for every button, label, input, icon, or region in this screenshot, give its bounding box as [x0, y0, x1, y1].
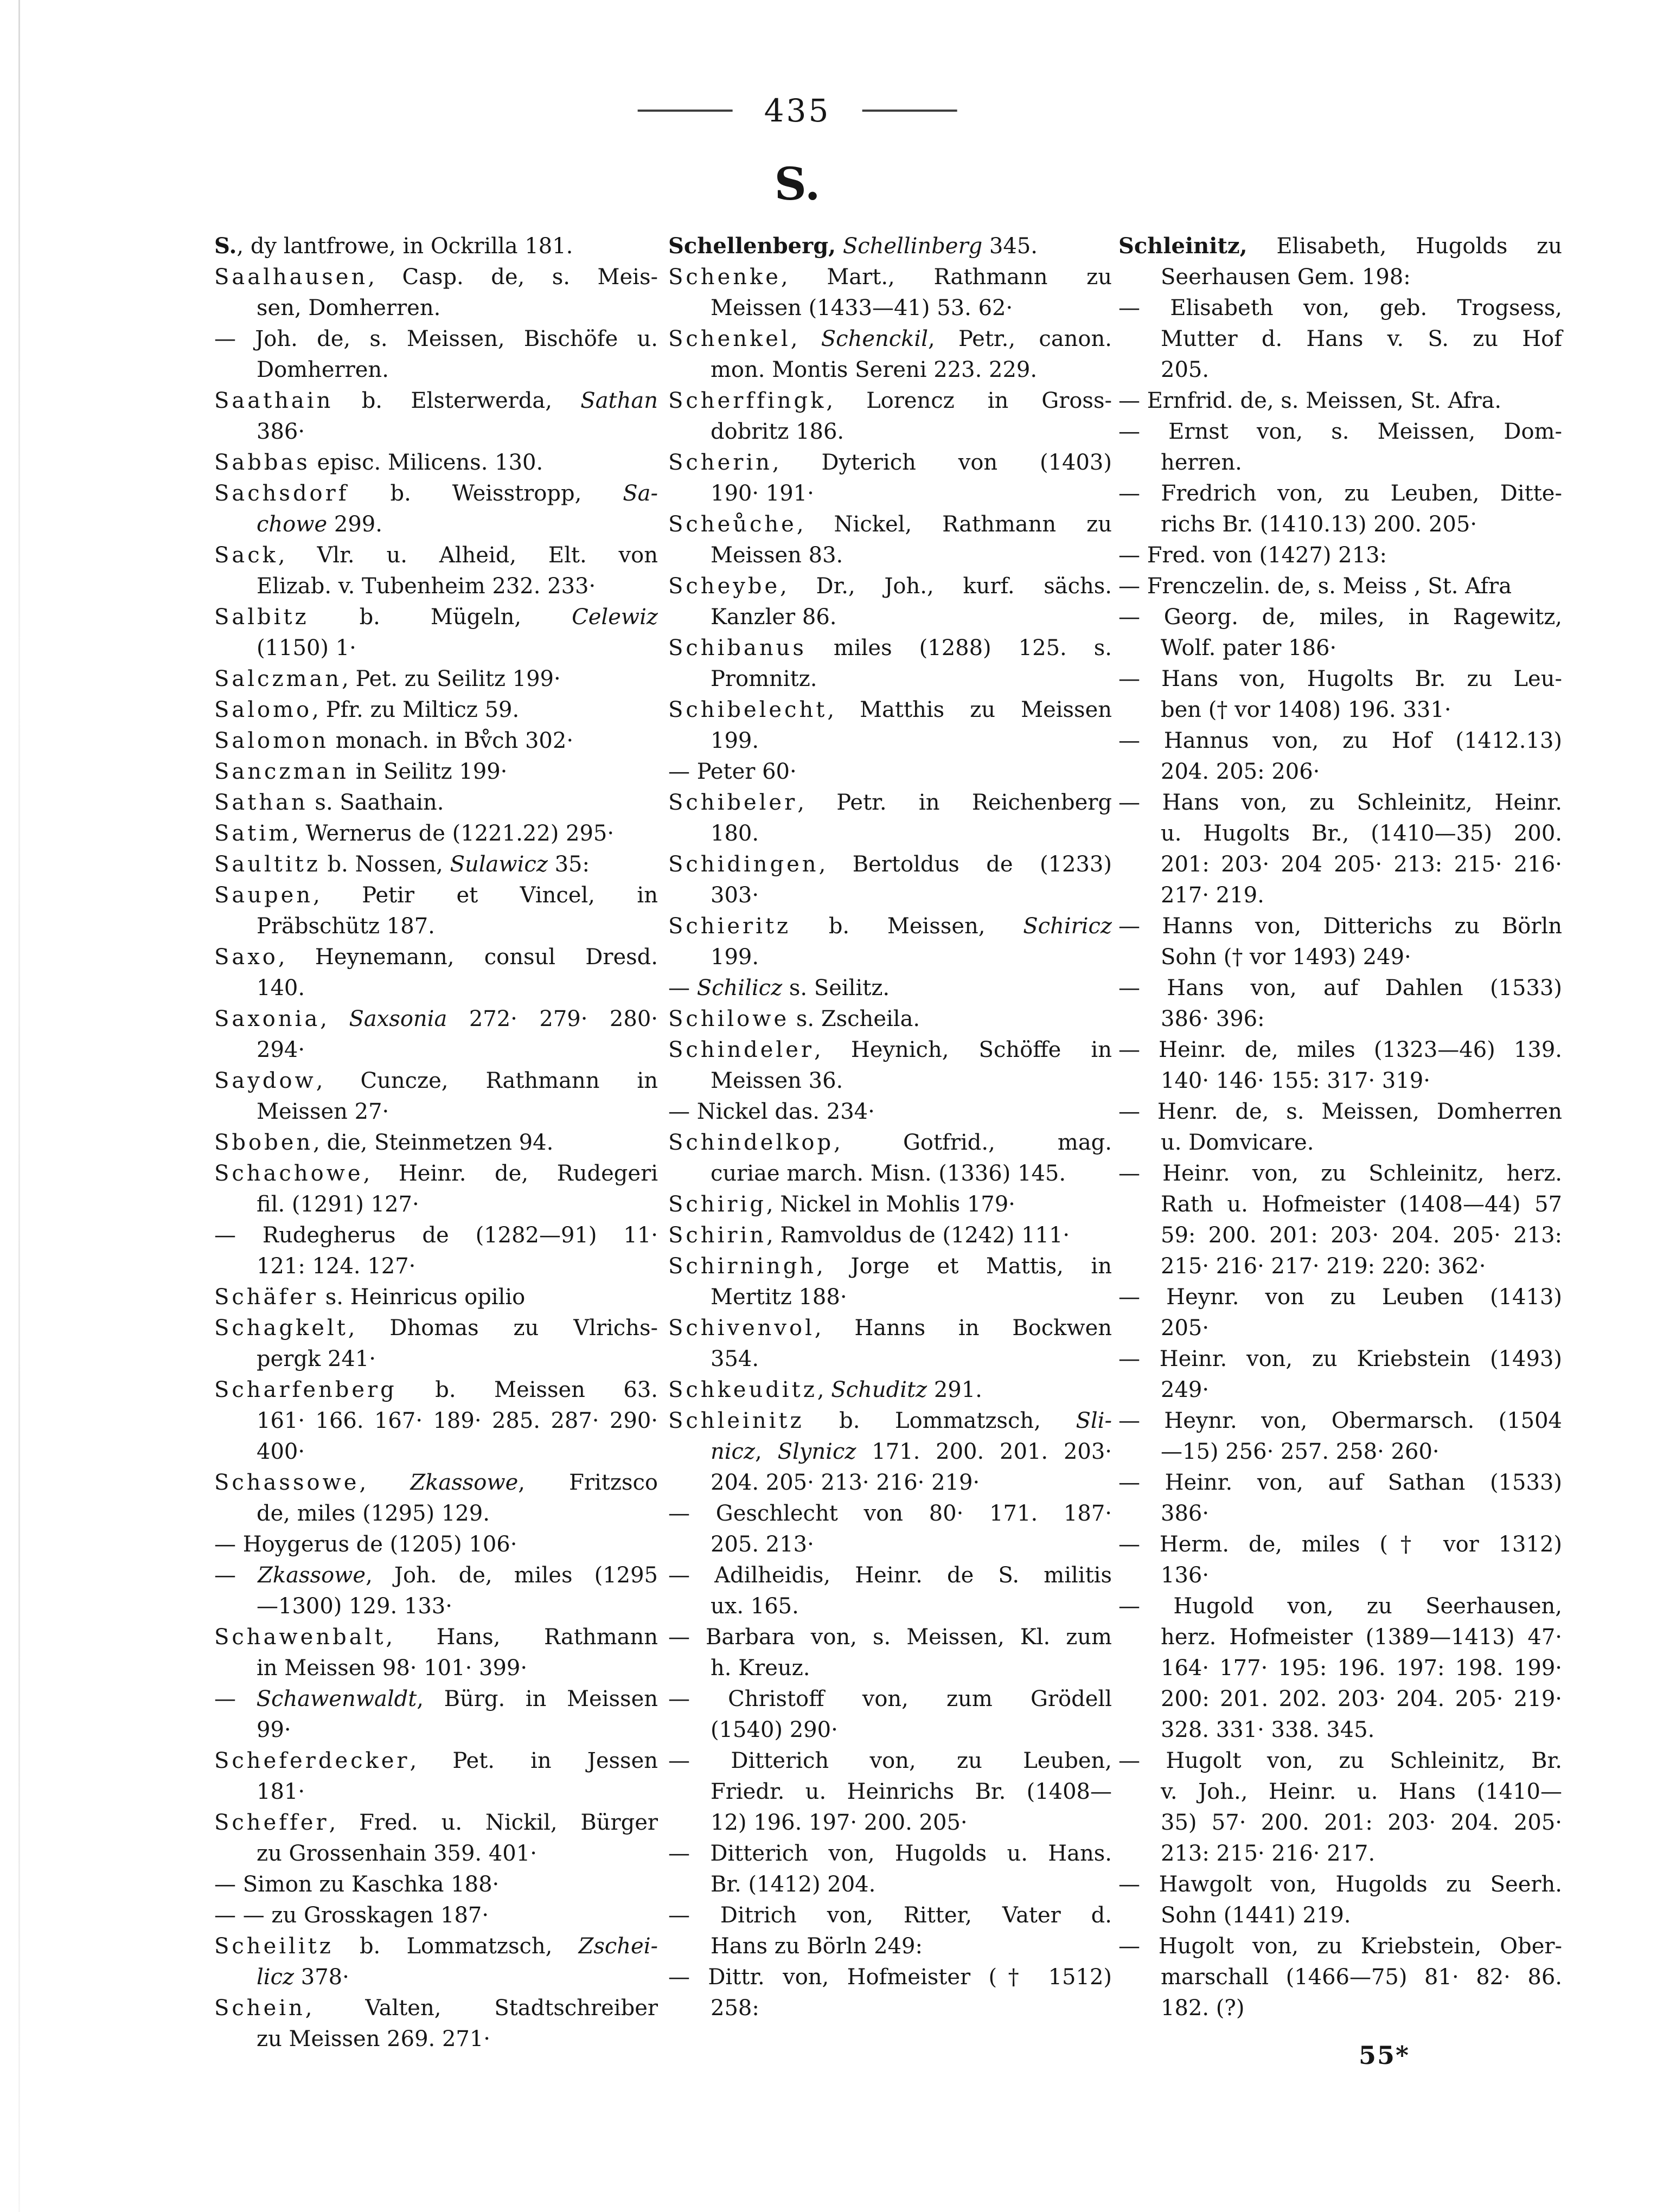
entry-line: Sohn († vor 1493) 249·	[1161, 945, 1411, 970]
entry-line: 204. 205· 213· 216· 219·	[711, 1470, 980, 1495]
index-entry	[1118, 1035, 1562, 1097]
entry-line: — Hannus von, zu Hof (1412.13)	[1118, 728, 1562, 753]
entry-line: — Dittr. von, Hofmeister († 1512)	[668, 1965, 1112, 1990]
index-entry	[214, 695, 658, 726]
entry-line: Schibeler, Petr. in Reichenberg	[668, 790, 1112, 815]
entry-line: — — zu Grosskagen 187·	[214, 1903, 489, 1928]
section-heading-letter: S.	[774, 158, 821, 210]
entry-line: — Heynr. von, Obermarsch. (1504	[1118, 1408, 1562, 1433]
entry-line: Saxonia, Saxsonia 272· 279· 280·	[214, 1006, 658, 1031]
entry-line: 140· 146· 155: 317· 319·	[1161, 1068, 1430, 1093]
index-entry	[668, 1251, 1112, 1313]
entry-line: 386· 396:	[1161, 1006, 1265, 1031]
entry-line: Scharfenberg b. Meissen 63.	[214, 1377, 658, 1402]
entry-line: Seerhausen Gem. 198:	[1161, 265, 1411, 290]
entry-line: 328. 331· 338. 345.	[1161, 1717, 1375, 1742]
entry-line: 136·	[1161, 1563, 1210, 1588]
entry-line: Salczman, Pet. zu Seilitz 199·	[214, 666, 561, 691]
entry-line: — Barbara von, s. Meissen, Kl. zum	[668, 1625, 1112, 1650]
index-entry	[214, 1931, 658, 1993]
index-entry	[668, 1313, 1112, 1375]
entry-line: Schein, Valten, Stadtschreiber	[214, 1996, 658, 2021]
entry-line: de, miles (1295) 129.	[257, 1501, 490, 1526]
entry-line: — Fredrich von, zu Leuben, Ditte-	[1118, 481, 1562, 506]
entry-line: 386·	[1161, 1501, 1210, 1526]
entry-line: Schieritz b. Meissen, Schiricz	[668, 914, 1112, 939]
index-entry	[668, 1962, 1112, 2024]
entry-line: 204. 205: 206·	[1161, 759, 1320, 784]
entry-line: — Elisabeth von, geb. Trogsess,	[1118, 296, 1562, 320]
index-entry	[1118, 386, 1562, 416]
entry-line: 35) 57· 200. 201: 203· 204. 205·	[1161, 1810, 1562, 1835]
entry-line: zu Meissen 269. 271·	[257, 2027, 491, 2051]
entry-line: Salomon monach. in Bv̊ch 302·	[214, 728, 574, 753]
index-entry	[668, 1900, 1112, 1962]
entry-line: 164· 177· 195: 196. 197: 198. 199·	[1161, 1656, 1562, 1681]
entry-line: — Hans von, zu Schleinitz, Heinr.	[1118, 790, 1562, 815]
entry-line: Elizab. v. Tubenheim 232. 233·	[257, 574, 596, 599]
index-entry	[668, 1097, 1112, 1127]
index-entry	[1118, 1097, 1562, 1158]
entry-line: ux. 165.	[711, 1594, 799, 1619]
entry-line: — Heinr. von, zu Kriebstein (1493)	[1118, 1347, 1562, 1371]
index-entry	[668, 695, 1112, 756]
index-entry	[214, 1869, 658, 1900]
entry-line: 354.	[711, 1347, 759, 1371]
index-entry	[1118, 416, 1562, 478]
index-entry	[214, 1158, 658, 1220]
entry-line: Saathain b. Elsterwerda, Sathan	[214, 388, 658, 413]
index-column-1	[214, 230, 658, 2055]
entry-line: Scheůche, Nickel, Rathmann zu	[668, 512, 1112, 537]
entry-line: Scheffer, Fred. u. Nickil, Bürger	[214, 1810, 658, 1835]
entry-line: zu Grossenhain 359. 401·	[257, 1841, 537, 1866]
index-entry	[1118, 1467, 1562, 1529]
index-entry	[1118, 787, 1562, 911]
index-entry	[214, 1004, 658, 1066]
entry-line: Hans zu Börln 249:	[711, 1934, 923, 1959]
entry-line: — Ernst von, s. Meissen, Dom-	[1118, 419, 1562, 444]
entry-line: 181·	[257, 1779, 305, 1804]
index-entry	[214, 1529, 658, 1560]
entry-line: Schibelecht, Matthis zu Meissen	[668, 697, 1112, 722]
entry-line: Meissen 27·	[257, 1099, 389, 1124]
entry-line: — Ernfrid. de, s. Meissen, St. Afra.	[1118, 388, 1502, 413]
entry-line: Schirig, Nickel in Mohlis 179·	[668, 1192, 1015, 1217]
entry-line: (1150) 1·	[257, 636, 356, 661]
entry-line: Schleinitz, Elisabeth, Hugolds zu	[1118, 233, 1562, 259]
entry-line: — Henr. de, s. Meissen, Domherren	[1118, 1099, 1562, 1124]
entry-line: Scherffingk, Lorencz in Gross-	[668, 388, 1112, 413]
entry-line: —1300) 129. 133·	[257, 1594, 452, 1619]
entry-line: 99·	[257, 1717, 291, 1742]
entry-line: 180.	[711, 821, 759, 846]
entry-line: Scherin, Dyterich von (1403)	[668, 450, 1112, 475]
entry-line: herren.	[1161, 450, 1242, 475]
entry-line: richs Br. (1410.13) 200. 205·	[1161, 512, 1477, 537]
index-entry	[668, 509, 1112, 571]
index-entry	[214, 478, 658, 540]
entry-line: 201: 203· 204 205· 213: 215· 216·	[1161, 852, 1562, 877]
entry-line: — Hawgolt von, Hugolds zu Seerh.	[1118, 1872, 1562, 1897]
signature-mark: 55*	[1359, 2041, 1410, 2070]
index-entry	[214, 880, 658, 942]
entry-line: — Heynr. von zu Leuben (1413)	[1118, 1285, 1562, 1310]
index-entry	[214, 664, 658, 695]
entry-line: mon. Montis Sereni 223. 229.	[711, 357, 1038, 382]
entry-line: Saxo, Heynemann, consul Dresd.	[214, 945, 658, 970]
entry-line: fil. (1291) 127·	[257, 1192, 419, 1217]
entry-line: h. Kreuz.	[711, 1656, 810, 1681]
entry-line: Salbitz b. Mügeln, Celewiz	[214, 605, 658, 630]
index-entry	[214, 262, 658, 324]
entry-line: —15) 256· 257. 258· 260·	[1161, 1439, 1440, 1464]
entry-line: Domherren.	[257, 357, 389, 382]
entry-line: 121: 124. 127·	[257, 1254, 416, 1279]
index-entry	[1118, 602, 1562, 664]
page-number: 435	[764, 92, 831, 129]
entry-line: — Georg. de, miles, in Ragewitz,	[1118, 605, 1562, 630]
entry-line: Schilowe s. Zscheila.	[668, 1006, 920, 1031]
index-entry	[668, 447, 1112, 509]
entry-line: Wolf. pater 186·	[1161, 636, 1337, 661]
entry-line: Saalhausen, Casp. de, s. Meis-	[214, 265, 658, 290]
entry-line: nicz, Slynicz 171. 200. 201. 203·	[711, 1439, 1112, 1464]
entry-line: u. Domvicare.	[1161, 1130, 1314, 1155]
index-entry	[668, 571, 1112, 633]
index-entry	[1118, 1869, 1562, 1931]
index-entry	[1118, 1931, 1562, 2024]
entry-line: Rath u. Hofmeister (1408—44) 57	[1161, 1192, 1562, 1217]
entry-line: Mertitz 188·	[711, 1285, 847, 1310]
index-entry	[1118, 973, 1562, 1035]
index-entry	[1118, 571, 1562, 602]
entry-line: licz 378·	[257, 1965, 349, 1990]
index-entry	[214, 942, 658, 1004]
entry-line: 59: 200. 201: 203· 204. 205· 213:	[1161, 1223, 1562, 1248]
index-entry	[214, 1746, 658, 1807]
page-header	[638, 92, 957, 129]
entry-line: — Joh. de, s. Meissen, Bischöfe u.	[214, 326, 658, 351]
entry-line: 140.	[257, 976, 305, 1001]
entry-line: — Ditterich von, zu Leuben,	[668, 1748, 1112, 1773]
index-entry	[214, 1993, 658, 2055]
index-entry	[1118, 726, 1562, 787]
index-entry	[214, 602, 658, 664]
entry-line: 199.	[711, 945, 759, 970]
entry-line: — Heinr. de, miles (1323—46) 139.	[1118, 1037, 1562, 1062]
entry-line: 12) 196. 197· 200. 205·	[711, 1810, 968, 1835]
entry-line: — Hans von, auf Dahlen (1533)	[1118, 976, 1562, 1001]
entry-line: u. Hugolts Br., (1410—35) 200.	[1161, 821, 1562, 846]
entry-line: 249·	[1161, 1377, 1210, 1402]
entry-line: — Hugold von, zu Seerhausen,	[1118, 1594, 1562, 1619]
entry-line: — Hoygerus de (1205) 106·	[214, 1532, 517, 1557]
entry-line: Scheferdecker, Pet. in Jessen	[214, 1748, 658, 1773]
entry-line: — Rudegherus de (1282—91) 11·	[214, 1223, 658, 1248]
entry-line: 303·	[711, 883, 759, 908]
index-entry	[214, 818, 658, 849]
entry-line: Präbschütz 187.	[257, 914, 435, 939]
index-entry	[668, 787, 1112, 849]
index-entry	[668, 1746, 1112, 1838]
entry-line: Scheybe, Dr., Joh., kurf. sächs.	[668, 574, 1112, 599]
entry-line: Schassowe, Zkassowe, Fritzsco	[214, 1470, 658, 1495]
index-entry	[214, 1684, 658, 1746]
entry-line: Sabbas episc. Milicens. 130.	[214, 450, 543, 475]
index-entry	[214, 1375, 658, 1467]
entry-line: 217· 219.	[1161, 883, 1264, 908]
entry-line: — Hugolt von, zu Kriebstein, Ober-	[1118, 1934, 1562, 1959]
entry-line: Schagkelt, Dhomas zu Vlrichs-	[214, 1316, 658, 1341]
entry-line: Schidingen, Bertoldus de (1233)	[668, 852, 1112, 877]
entry-line: Saydow, Cuncze, Rathmann in	[214, 1068, 658, 1093]
entry-line: Scheilitz b. Lommatzsch, Zschei-	[214, 1934, 658, 1959]
entry-line: Schirin, Ramvoldus de (1242) 111·	[668, 1223, 1070, 1248]
entry-line: Schenke, Mart., Rathmann zu	[668, 265, 1112, 290]
index-entry	[1118, 478, 1562, 540]
index-entry	[1118, 664, 1562, 726]
entry-line: marschall (1466—75) 81· 82· 86.	[1161, 1965, 1562, 1990]
index-entry	[668, 911, 1112, 973]
entry-line: Saultitz b. Nossen, Sulawicz 35:	[214, 852, 590, 877]
index-entry	[668, 1189, 1112, 1220]
entry-line: Schibanus miles (1288) 125. s.	[668, 636, 1112, 661]
entry-line: — Hans von, Hugolts Br. zu Leu-	[1118, 666, 1562, 691]
entry-line: herz. Hofmeister (1389—1413) 47·	[1161, 1625, 1562, 1650]
entry-line: curiae march. Misn. (1336) 145.	[711, 1161, 1066, 1186]
entry-line: — Fred. von (1427) 213:	[1118, 543, 1387, 568]
index-entry	[1118, 1529, 1562, 1591]
index-entry	[214, 1560, 658, 1622]
index-entry	[668, 1622, 1112, 1684]
entry-line: Sachsdorf b. Weisstropp, Sa-	[214, 481, 658, 506]
index-entry	[668, 1838, 1112, 1900]
entry-line: 205.	[1161, 357, 1210, 382]
index-entry	[668, 1127, 1112, 1189]
entry-line: Schindeler, Heynich, Schöffe in	[668, 1037, 1112, 1062]
entry-line: in Meissen 98· 101· 399·	[257, 1656, 528, 1681]
entry-line: Meissen (1433—41) 53. 62·	[711, 296, 1013, 320]
entry-line: 205. 213·	[711, 1532, 814, 1557]
index-entry	[668, 1684, 1112, 1746]
entry-line: Satim, Wernerus de (1221.22) 295·	[214, 821, 615, 846]
index-entry	[214, 324, 658, 386]
entry-line: 199.	[711, 728, 759, 753]
index-entry	[1118, 1344, 1562, 1406]
entry-line: Sanczman in Seilitz 199·	[214, 759, 508, 784]
index-entry	[668, 1035, 1112, 1097]
index-entry	[668, 1406, 1112, 1498]
index-entry	[668, 973, 1112, 1004]
index-entry	[668, 1220, 1112, 1251]
entry-line: — Ditrich von, Ritter, Vater d.	[668, 1903, 1112, 1928]
index-entry	[668, 386, 1112, 447]
entry-line: Sboben, die, Steinmetzen 94.	[214, 1130, 554, 1155]
entry-line: Schleinitz b. Lommatzsch, Sli-	[668, 1408, 1112, 1433]
index-column-3	[1118, 230, 1562, 2024]
index-entry	[214, 1282, 658, 1313]
index-entry	[668, 756, 1112, 787]
entry-line: Schachowe, Heinr. de, Rudegeri	[214, 1161, 658, 1186]
entry-line: Schirningh, Jorge et Mattis, in	[668, 1254, 1112, 1279]
entry-line: ben († vor 1408) 196. 331·	[1161, 697, 1451, 722]
entry-line: sen, Domherren.	[257, 296, 441, 320]
entry-line: — Adilheidis, Heinr. de S. militis	[668, 1563, 1112, 1588]
index-entry	[1118, 1406, 1562, 1467]
index-entry	[214, 849, 658, 880]
index-entry	[1118, 293, 1562, 386]
entry-line: 386·	[257, 419, 305, 444]
index-entry	[1118, 911, 1562, 973]
entry-line: Promnitz.	[711, 666, 817, 691]
index-entry	[668, 1498, 1112, 1560]
entry-line: Sathan s. Saathain.	[214, 790, 444, 815]
entry-line: — Geschlecht von 80· 171. 187·	[668, 1501, 1112, 1526]
index-entry	[214, 230, 658, 262]
entry-line: Schawenbalt, Hans, Rathmann	[214, 1625, 658, 1650]
index-entry	[214, 1467, 658, 1529]
entry-line: Sack, Vlr. u. Alheid, Elt. von	[214, 543, 658, 568]
index-entry	[214, 540, 658, 602]
index-entry	[214, 1900, 658, 1931]
index-entry	[214, 447, 658, 478]
entry-line: Schkeuditz, Schuditz 291.	[668, 1377, 982, 1402]
index-entry	[214, 726, 658, 756]
entry-line: Br. (1412) 204.	[711, 1872, 876, 1897]
entry-line: Schivenvol, Hanns in Bockwen	[668, 1316, 1112, 1341]
entry-line: Friedr. u. Heinrichs Br. (1408—	[711, 1779, 1112, 1804]
index-entry	[214, 386, 658, 447]
index-entry	[1118, 1158, 1562, 1282]
index-entry	[668, 1560, 1112, 1622]
header-rule-left	[638, 110, 733, 112]
entry-line: — Frenczelin. de, s. Meiss , St. Afra	[1118, 574, 1512, 599]
entry-line: Schenkel, Schenckil, Petr., canon.	[668, 326, 1112, 351]
entry-line: Schellenberg, Schellinberg 345.	[668, 233, 1038, 259]
entry-line: — Peter 60·	[668, 759, 797, 784]
entry-line: Meissen 83.	[711, 543, 843, 568]
index-entry	[1118, 1591, 1562, 1746]
entry-line: (1540) 290·	[711, 1717, 838, 1742]
index-entry	[1118, 1746, 1562, 1869]
index-entry	[668, 1375, 1112, 1406]
entry-line: Schäfer s. Heinricus opilio	[214, 1285, 526, 1310]
entry-line: — Heinr. von, auf Sathan (1533)	[1118, 1470, 1562, 1495]
index-entry	[214, 1807, 658, 1869]
scan-fold-line	[18, 0, 20, 2212]
entry-line: dobritz 186.	[711, 419, 845, 444]
index-entry	[214, 1220, 658, 1282]
entry-line: — Herm. de, miles († vor 1312)	[1118, 1532, 1562, 1557]
index-entry	[1118, 230, 1562, 293]
header-rule-right	[862, 110, 957, 112]
index-entry	[668, 633, 1112, 695]
entry-line: v. Joh., Heinr. u. Hans (1410—	[1161, 1779, 1562, 1804]
entry-line: 190· 191·	[711, 481, 814, 506]
entry-line: — Ditterich von, Hugolds u. Hans.	[668, 1841, 1112, 1866]
entry-line: Schindelkop, Gotfrid., mag.	[668, 1130, 1112, 1155]
index-entry	[668, 262, 1112, 324]
index-entry	[1118, 540, 1562, 571]
entry-line: 200: 201. 202. 203· 204. 205· 219·	[1161, 1687, 1562, 1711]
entry-line: — Simon zu Kaschka 188·	[214, 1872, 500, 1897]
index-entry	[668, 849, 1112, 911]
entry-line: Meissen 36.	[711, 1068, 843, 1093]
entry-line: — Hugolt von, zu Schleinitz, Br.	[1118, 1748, 1562, 1773]
entry-line: 258:	[711, 1996, 759, 2021]
entry-line: Kanzler 86.	[711, 605, 837, 630]
index-entry	[214, 1066, 658, 1127]
entry-line: Sohn (1441) 219.	[1161, 1903, 1351, 1928]
index-entry	[214, 1127, 658, 1158]
entry-line: 182. (?)	[1161, 1996, 1245, 2021]
entry-line: Salomo, Pfr. zu Milticz 59.	[214, 697, 520, 722]
index-entry	[214, 756, 658, 787]
entry-line: chowe 299.	[257, 512, 382, 537]
entry-line: 161· 166. 167· 189· 285. 287· 290· 400·	[257, 1408, 658, 1464]
index-entry	[1118, 1282, 1562, 1344]
index-entry	[214, 787, 658, 818]
index-entry	[214, 1622, 658, 1684]
entry-line: — Schawenwaldt, Bürg. in Meissen	[214, 1687, 658, 1711]
entry-line: S., dy lantfrowe, in Ockrilla 181.	[214, 233, 573, 259]
entry-line: 213: 215· 216· 217.	[1161, 1841, 1376, 1866]
entry-line: 205·	[1161, 1316, 1210, 1341]
entry-line: — Schilicz s. Seilitz.	[668, 976, 890, 1001]
index-column-2	[668, 230, 1112, 2024]
entry-line: — Nickel das. 234·	[668, 1099, 875, 1124]
entry-line: — Christoff von, zum Grödell	[668, 1687, 1112, 1711]
entry-line: — Zkassowe, Joh. de, miles (1295	[214, 1563, 658, 1588]
index-entry	[668, 230, 1112, 262]
entry-line: — Heinr. von, zu Schleinitz, herz.	[1118, 1161, 1562, 1186]
index-entry	[668, 324, 1112, 386]
entry-line: 294·	[257, 1037, 305, 1062]
index-entry	[214, 1313, 658, 1375]
entry-line: Saupen, Petir et Vincel, in	[214, 883, 658, 908]
entry-line: pergk 241·	[257, 1347, 376, 1371]
entry-line: 215· 216· 217· 219: 220: 362·	[1161, 1254, 1486, 1279]
index-entry	[668, 1004, 1112, 1035]
entry-line: — Hanns von, Ditterichs zu Börln	[1118, 914, 1562, 939]
entry-line: Mutter d. Hans v. S. zu Hof	[1161, 326, 1562, 351]
